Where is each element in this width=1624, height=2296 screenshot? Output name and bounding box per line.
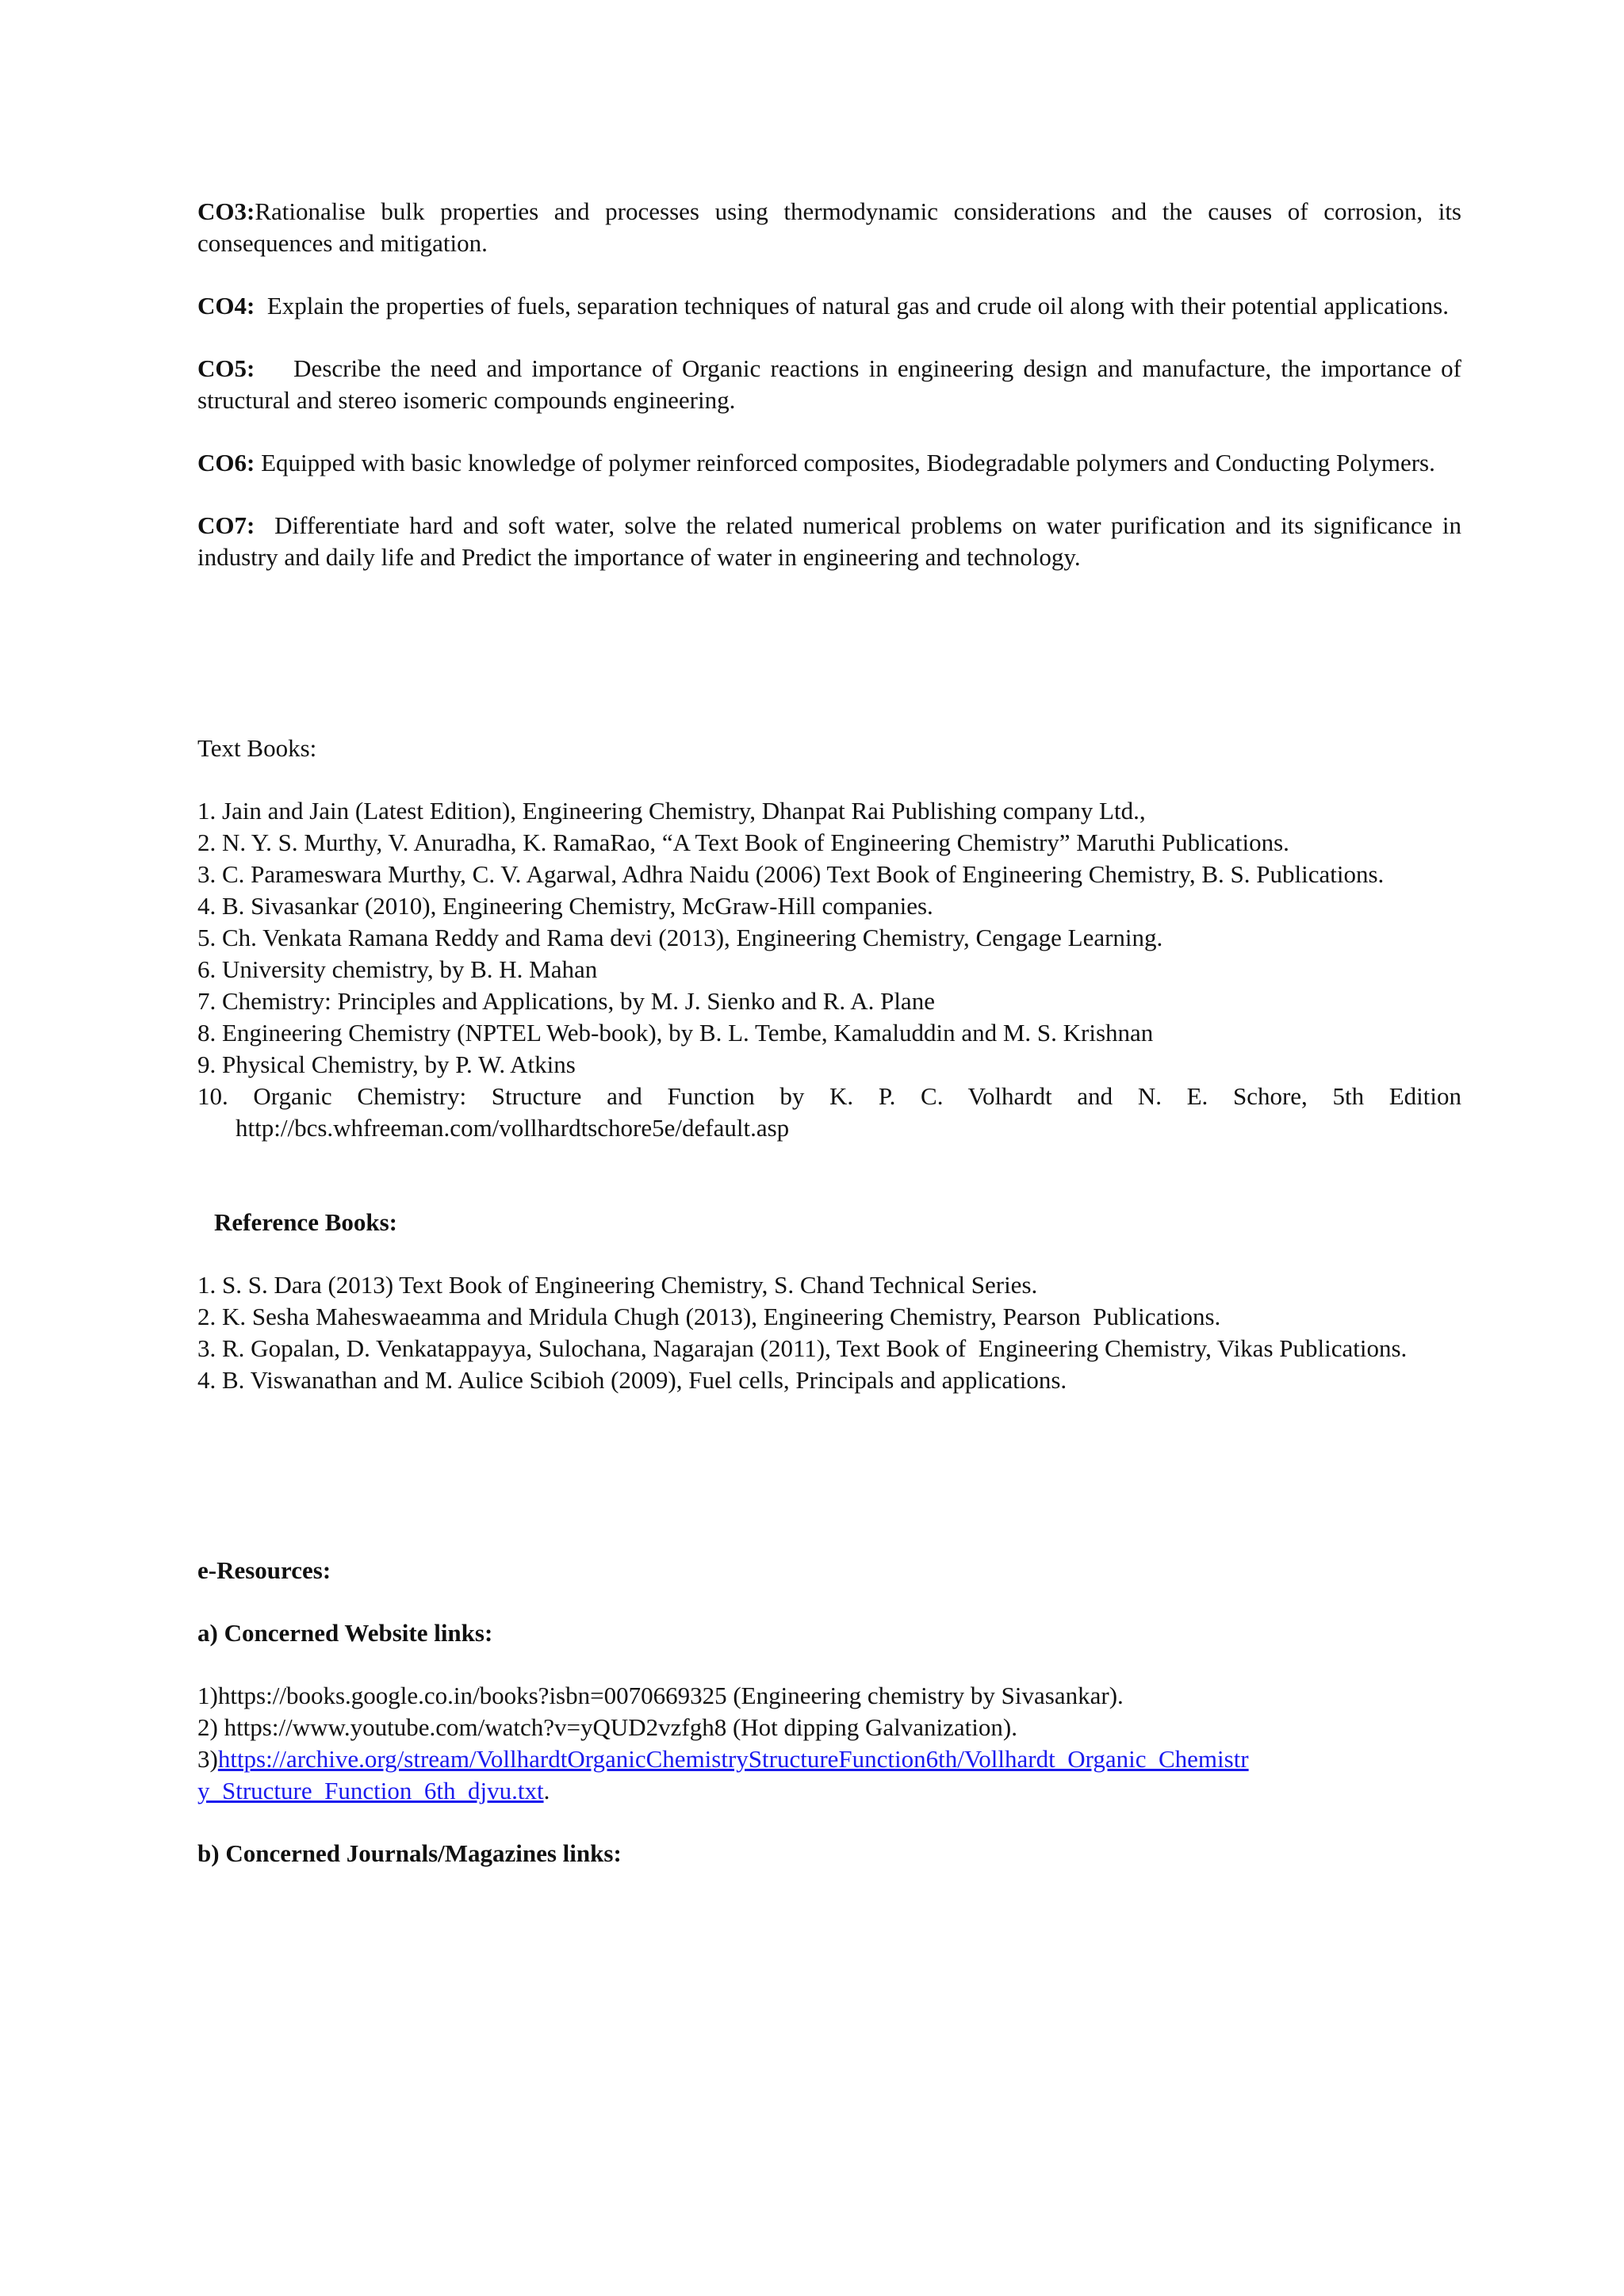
list-item: 2. K. Sesha Maheswaeamma and Mridula Chugh (2013), Engineering Chemistry, Pearson Publications. (197, 1303, 1221, 1330)
text-books-list (197, 795, 1461, 1144)
list-item: 1. Jain and Jain (Latest Edition), Engineering Chemistry, Dhanpat Rai Publishing company Ltd., (197, 797, 1146, 825)
list-item: 3. C. Parameswara Murthy, C. V. Agarwal, Adhra Naidu (2006) Text Book of Engineering Chemistry, B. S. Publications. (197, 860, 1385, 888)
reference-books-list (197, 1269, 1461, 1396)
list-item: 4. B. Viswanathan and M. Aulice Scibioh (2009), Fuel cells, Principals and applications. (197, 1366, 1067, 1394)
website-links (197, 1680, 1461, 1807)
website-link-3 (197, 1743, 1260, 1807)
co-code: CO3: (197, 197, 255, 225)
reference-books-heading: Reference Books: (214, 1208, 398, 1236)
website-link-1: 1)https://books.google.co.in/books?isbn=0070669325 (Engineering chemistry by Sivasankar). (197, 1682, 1124, 1709)
list-item: 2. N. Y. S. Murthy, V. Anuradha, K. RamaRao, “A Text Book of Engineering Chemistry” Maruthi Publications. (197, 828, 1289, 856)
e-resources-heading: e-Resources: (197, 1556, 331, 1584)
journals-links-heading: b) Concerned Journals/Magazines links: (197, 1839, 622, 1867)
list-item: 1. S. S. Dara (2013) Text Book of Engineering Chemistry, S. Chand Technical Series. (197, 1271, 1038, 1299)
link-prefix: 3) (197, 1745, 218, 1773)
document-content (197, 196, 1468, 1900)
co-text: Rationalise bulk properties and processes using thermodynamic considerations and the causes of corrosion, its consequences and mitigation. (197, 197, 1461, 257)
list-item: 9. Physical Chemistry, by P. W. Atkins (197, 1050, 576, 1078)
co-text: Equipped with basic knowledge of polymer reinforced composites, Biodegradable polymers and Conducting Polymers. (255, 449, 1435, 476)
spacer (197, 1396, 1461, 1555)
list-item: 3. R. Gopalan, D. Venkatappayya, Sulochana, Nagarajan (2011), Text Book of Engineering Chemistry, Vikas Publications. (197, 1334, 1408, 1362)
list-item: 7. Chemistry: Principles and Applications, by M. J. Sienko and R. A. Plane (197, 987, 935, 1015)
list-item: 5. Ch. Venkata Ramana Reddy and Rama devi (2013), Engineering Chemistry, Cengage Learning. (197, 924, 1163, 951)
link-suffix: . (543, 1777, 550, 1804)
spacer (197, 573, 1461, 733)
list-item: 6. University chemistry, by B. H. Mahan (197, 955, 598, 983)
course-outcome-co5 (197, 353, 1468, 416)
website-links-heading: a) Concerned Website links: (197, 1619, 493, 1647)
list-item: 4. B. Sivasankar (2010), Engineering Chemistry, McGraw-Hill companies. (197, 892, 933, 920)
archive-org-link[interactable]: https://archive.org/stream/VollhardtOrganicChemistryStructureFunction6th/Vollhardt_Organic_Chemistry_Structure_Function_6th_djvu.txt (197, 1745, 1249, 1804)
list-item: 10. Organic Chemistry: Structure and Function by K. P. C. Volhardt and N. E. Schore, 5th Edition http://bcs.whfreeman.com/vollhardtschore5e/default.asp (197, 1082, 1461, 1142)
co-code: CO7: (197, 511, 255, 539)
co-text: Describe the need and importance of Organic reactions in engineering design and manufacture, the importance of structural and stereo isomeric compounds engineering. (197, 354, 1468, 414)
co-code: CO5: (197, 354, 255, 382)
list-item: 8. Engineering Chemistry (NPTEL Web-book), by B. L. Tembe, Kamaluddin and M. S. Krishnan (197, 1019, 1154, 1047)
website-link-2: 2) https://www.youtube.com/watch?v=yQUD2vzfgh8 (Hot dipping Galvanization). (197, 1713, 1017, 1741)
course-outcome-co6 (197, 447, 1461, 479)
co-text: Explain the properties of fuels, separation techniques of natural gas and crude oil along with their potential applications. (255, 292, 1449, 320)
co-text: Differentiate hard and soft water, solve the related numerical problems on water purification and its significance in industry and daily life and Predict the importance of water in engineering and technology. (197, 511, 1468, 571)
course-outcome-co4 (197, 290, 1461, 322)
co-code: CO6: (197, 449, 255, 476)
course-outcome-co3 (197, 196, 1461, 259)
text-books-heading: Text Books: (197, 734, 317, 762)
co-code: CO4: (197, 292, 255, 320)
course-outcome-co7 (197, 510, 1468, 573)
spacer (197, 1144, 1461, 1207)
